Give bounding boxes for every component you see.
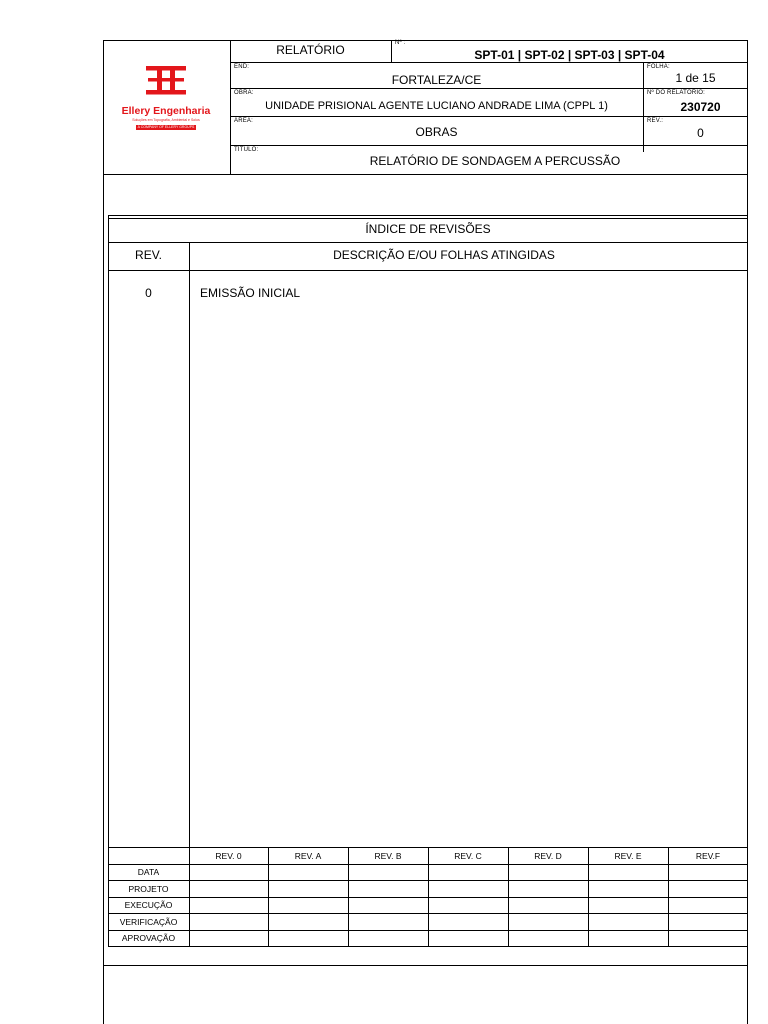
obra-value: UNIDADE PRISIONAL AGENTE LUCIANO ANDRADE LIMA (CPPL 1)	[265, 100, 608, 112]
approval-col-divider	[428, 847, 429, 946]
col-desc-header: DESCRIÇÃO E/OU FOLHAS ATINGIDAS	[333, 248, 555, 262]
approval-row-label: DATA	[137, 867, 160, 877]
approval-col-header: REV. 0	[215, 851, 242, 861]
revisions-rev-column-divider	[189, 242, 190, 946]
titulo-label: TÍTULO:	[234, 147, 259, 153]
approval-row-label: VERIFICAÇÃO	[119, 917, 178, 927]
approval-col-divider	[508, 847, 509, 946]
revisions-left-border	[108, 215, 109, 946]
revisions-title-rule	[108, 242, 748, 243]
header-row4-rule	[230, 145, 748, 146]
approval-col-divider	[348, 847, 349, 946]
logo-tagline: Soluções em Topografia, Ambiental e Solos	[132, 118, 200, 122]
obra-label: OBRA:	[234, 90, 254, 96]
approval-col-header: REV.F	[695, 851, 721, 861]
revisions-top-rule-2	[108, 218, 748, 219]
rev-value: 0	[697, 126, 704, 140]
approval-bottom-rule	[108, 946, 748, 947]
end-label: END:	[234, 64, 250, 70]
header-row2-rule	[230, 88, 748, 89]
area-value: OBRAS	[415, 125, 458, 139]
company-logo	[110, 62, 222, 140]
approval-col-header: REV. B	[374, 851, 402, 861]
approval-col-header: REV. A	[294, 851, 322, 861]
revisions-title: ÍNDICE DE REVISÕES	[365, 222, 491, 236]
approval-col-header: REV. E	[614, 851, 642, 861]
area-label: ÁREA:	[234, 118, 254, 124]
approval-col-divider	[668, 847, 669, 946]
col-rev-header: REV.	[135, 248, 162, 262]
nrel-value: 230720	[680, 100, 721, 114]
folha-label: FOLHA:	[647, 64, 670, 70]
revisions-top-rule-1	[108, 215, 748, 216]
approval-col-divider	[268, 847, 269, 946]
approval-row-label: PROJETO	[128, 884, 169, 894]
titulo-value: RELATÓRIO DE SONDAGEM A PERCUSSÃO	[369, 154, 621, 168]
logo-group-badge: A COMPANY OF ELLERY GROUPS	[137, 125, 195, 129]
approval-row-label: EXECUÇÃO	[124, 900, 173, 910]
logo-company-name: Ellery Engenharia	[121, 105, 211, 117]
approval-col-divider	[588, 847, 589, 946]
nrel-label: Nº DO RELATÓRIO:	[647, 90, 705, 96]
revisions-header-rule	[108, 270, 748, 271]
header-row3-rule	[230, 116, 748, 117]
rev-label: REV.:	[647, 118, 664, 124]
header-row1-rule	[230, 62, 748, 63]
footer-rule	[103, 965, 748, 966]
page-frame	[103, 40, 748, 1024]
revision-row-rev: 0	[145, 286, 152, 300]
folha-value: 1 de 15	[675, 71, 716, 85]
approval-col-header: REV. C	[454, 851, 482, 861]
doc-type: RELATÓRIO	[276, 43, 345, 57]
revision-row-desc: EMISSÃO INICIAL	[200, 286, 301, 300]
numero-value: SPT-01 | SPT-02 | SPT-03 | SPT-04	[474, 48, 665, 62]
approval-row-label: APROVAÇÃO	[121, 933, 176, 943]
header-bottom-rule	[103, 174, 748, 175]
end-value: FORTALEZA/CE	[391, 73, 482, 87]
approval-col-header: REV. D	[534, 851, 562, 861]
numero-label: Nº :	[395, 40, 406, 46]
